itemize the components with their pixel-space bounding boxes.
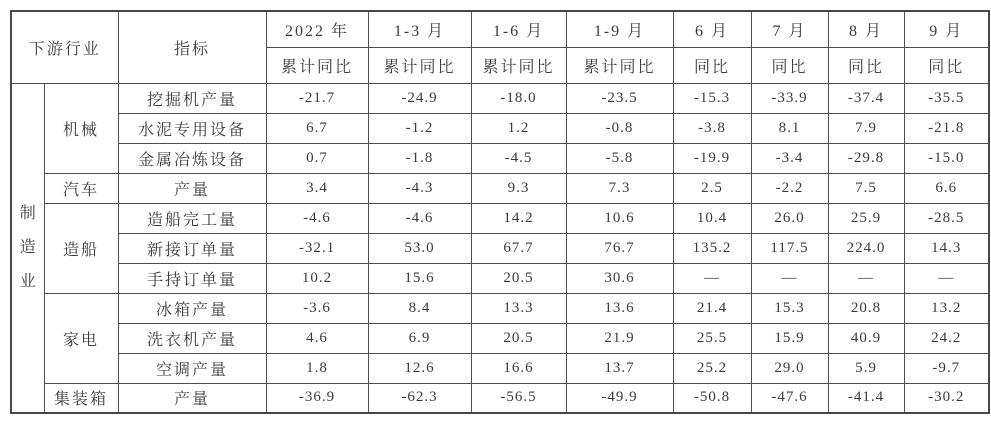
- header-period-jun: 6 月: [673, 11, 751, 47]
- value-cell: -32.1: [266, 233, 368, 263]
- header-downstream-industry: 下游行业: [11, 11, 118, 83]
- value-cell: 6.6: [904, 173, 989, 203]
- value-cell: 117.5: [751, 233, 828, 263]
- value-cell: 15.9: [751, 323, 828, 353]
- value-cell: -3.4: [751, 143, 828, 173]
- value-cell: 13.2: [904, 293, 989, 323]
- value-cell: -5.8: [566, 143, 673, 173]
- value-cell: —: [828, 263, 904, 293]
- value-cell: -30.2: [904, 383, 989, 413]
- value-cell: 8.4: [368, 293, 471, 323]
- value-cell: 13.6: [566, 293, 673, 323]
- value-cell: -50.8: [673, 383, 751, 413]
- indicator-refrigerator-output: 冰箱产量: [118, 293, 266, 323]
- group-machinery: 机械: [44, 83, 118, 173]
- value-cell: 25.2: [673, 353, 751, 383]
- table-row: [11, 353, 989, 383]
- value-cell: 0.7: [266, 143, 368, 173]
- group-home-appliances: 家电: [44, 293, 118, 383]
- value-cell: 21.9: [566, 323, 673, 353]
- value-cell: 1.2: [471, 113, 566, 143]
- value-cell: 2.5: [673, 173, 751, 203]
- value-cell: -0.8: [566, 113, 673, 143]
- value-cell: -3.8: [673, 113, 751, 143]
- value-cell: -33.9: [751, 83, 828, 113]
- value-cell: 53.0: [368, 233, 471, 263]
- group-automobile: 汽车: [44, 173, 118, 203]
- value-cell: 6.9: [368, 323, 471, 353]
- group-containers: 集装箱: [44, 383, 118, 413]
- table-row: [11, 83, 989, 113]
- indicator-excavator-output: 挖掘机产量: [118, 83, 266, 113]
- indicator-new-orders: 新接订单量: [118, 233, 266, 263]
- value-cell: 16.6: [471, 353, 566, 383]
- value-cell: -15.3: [673, 83, 751, 113]
- subheader-yoy-aug: 同比: [828, 47, 904, 83]
- indicator-container-output: 产量: [118, 383, 266, 413]
- header-period-1-6: 1-6 月: [471, 11, 566, 47]
- value-cell: -21.8: [904, 113, 989, 143]
- value-cell: 15.6: [368, 263, 471, 293]
- value-cell: 4.6: [266, 323, 368, 353]
- table-row: [11, 113, 989, 143]
- subheader-cum-yoy-1-3: 累计同比: [368, 47, 471, 83]
- value-cell: -37.4: [828, 83, 904, 113]
- value-cell: 40.9: [828, 323, 904, 353]
- value-cell: 26.0: [751, 203, 828, 233]
- value-cell: -62.3: [368, 383, 471, 413]
- header-period-2022: 2022 年: [266, 11, 368, 47]
- header-period-sep: 9 月: [904, 11, 989, 47]
- value-cell: 6.7: [266, 113, 368, 143]
- table-row: [11, 143, 989, 173]
- value-cell: -56.5: [471, 383, 566, 413]
- table-row: [11, 233, 989, 263]
- value-cell: 10.6: [566, 203, 673, 233]
- value-cell: 10.2: [266, 263, 368, 293]
- table-row: [11, 323, 989, 353]
- value-cell: -3.6: [266, 293, 368, 323]
- indicator-cement-equipment: 水泥专用设备: [118, 113, 266, 143]
- value-cell: -4.6: [266, 203, 368, 233]
- value-cell: 14.3: [904, 233, 989, 263]
- subheader-yoy-sep: 同比: [904, 47, 989, 83]
- value-cell: 10.4: [673, 203, 751, 233]
- value-cell: 25.5: [673, 323, 751, 353]
- value-cell: -41.4: [828, 383, 904, 413]
- value-cell: 20.5: [471, 263, 566, 293]
- value-cell: 21.4: [673, 293, 751, 323]
- value-cell: -1.8: [368, 143, 471, 173]
- value-cell: 24.2: [904, 323, 989, 353]
- value-cell: -4.5: [471, 143, 566, 173]
- table-row: [11, 383, 989, 413]
- value-cell: -9.7: [904, 353, 989, 383]
- value-cell: 30.6: [566, 263, 673, 293]
- value-cell: -28.5: [904, 203, 989, 233]
- sector-manufacturing: 制造业: [11, 83, 44, 413]
- value-cell: 20.5: [471, 323, 566, 353]
- value-cell: -35.5: [904, 83, 989, 113]
- value-cell: —: [751, 263, 828, 293]
- subheader-yoy-jun: 同比: [673, 47, 751, 83]
- value-cell: 7.3: [566, 173, 673, 203]
- indicator-auto-output: 产量: [118, 173, 266, 203]
- value-cell: -23.5: [566, 83, 673, 113]
- value-cell: 15.3: [751, 293, 828, 323]
- value-cell: 14.2: [471, 203, 566, 233]
- indicator-orders-on-hand: 手持订单量: [118, 263, 266, 293]
- header-period-1-3: 1-3 月: [368, 11, 471, 47]
- value-cell: 13.3: [471, 293, 566, 323]
- indicator-washing-machine-output: 洗衣机产量: [118, 323, 266, 353]
- value-cell: 7.5: [828, 173, 904, 203]
- group-shipbuilding: 造船: [44, 203, 118, 293]
- value-cell: 13.7: [566, 353, 673, 383]
- table-row: [11, 293, 989, 323]
- subheader-cum-yoy-1-9: 累计同比: [566, 47, 673, 83]
- value-cell: 5.9: [828, 353, 904, 383]
- value-cell: —: [904, 263, 989, 293]
- indicator-air-conditioner-output: 空调产量: [118, 353, 266, 383]
- industry-indicators-table: [10, 10, 990, 414]
- value-cell: 9.3: [471, 173, 566, 203]
- value-cell: 7.9: [828, 113, 904, 143]
- header-period-aug: 8 月: [828, 11, 904, 47]
- value-cell: -36.9: [266, 383, 368, 413]
- value-cell: -19.9: [673, 143, 751, 173]
- table-row: [11, 263, 989, 293]
- value-cell: 76.7: [566, 233, 673, 263]
- value-cell: -4.3: [368, 173, 471, 203]
- value-cell: 8.1: [751, 113, 828, 143]
- value-cell: -18.0: [471, 83, 566, 113]
- value-cell: 135.2: [673, 233, 751, 263]
- industry-indicators-table-wrap: [10, 10, 990, 414]
- table-row: [11, 173, 989, 203]
- subheader-cum-yoy-1-6: 累计同比: [471, 47, 566, 83]
- value-cell: -15.0: [904, 143, 989, 173]
- value-cell: -21.7: [266, 83, 368, 113]
- value-cell: 224.0: [828, 233, 904, 263]
- header-period-1-9: 1-9 月: [566, 11, 673, 47]
- value-cell: 20.8: [828, 293, 904, 323]
- value-cell: —: [673, 263, 751, 293]
- table-row: [11, 203, 989, 233]
- value-cell: 1.8: [266, 353, 368, 383]
- value-cell: 3.4: [266, 173, 368, 203]
- value-cell: -2.2: [751, 173, 828, 203]
- subheader-cum-yoy-2022: 累计同比: [266, 47, 368, 83]
- subheader-yoy-jul: 同比: [751, 47, 828, 83]
- indicator-metal-smelting-equipment: 金属冶炼设备: [118, 143, 266, 173]
- value-cell: 67.7: [471, 233, 566, 263]
- header-period-jul: 7 月: [751, 11, 828, 47]
- value-cell: -47.6: [751, 383, 828, 413]
- value-cell: -1.2: [368, 113, 471, 143]
- indicator-ships-completed: 造船完工量: [118, 203, 266, 233]
- value-cell: 25.9: [828, 203, 904, 233]
- value-cell: -24.9: [368, 83, 471, 113]
- value-cell: 12.6: [368, 353, 471, 383]
- value-cell: -49.9: [566, 383, 673, 413]
- value-cell: -29.8: [828, 143, 904, 173]
- value-cell: -4.6: [368, 203, 471, 233]
- value-cell: 29.0: [751, 353, 828, 383]
- header-indicator: 指标: [118, 11, 266, 83]
